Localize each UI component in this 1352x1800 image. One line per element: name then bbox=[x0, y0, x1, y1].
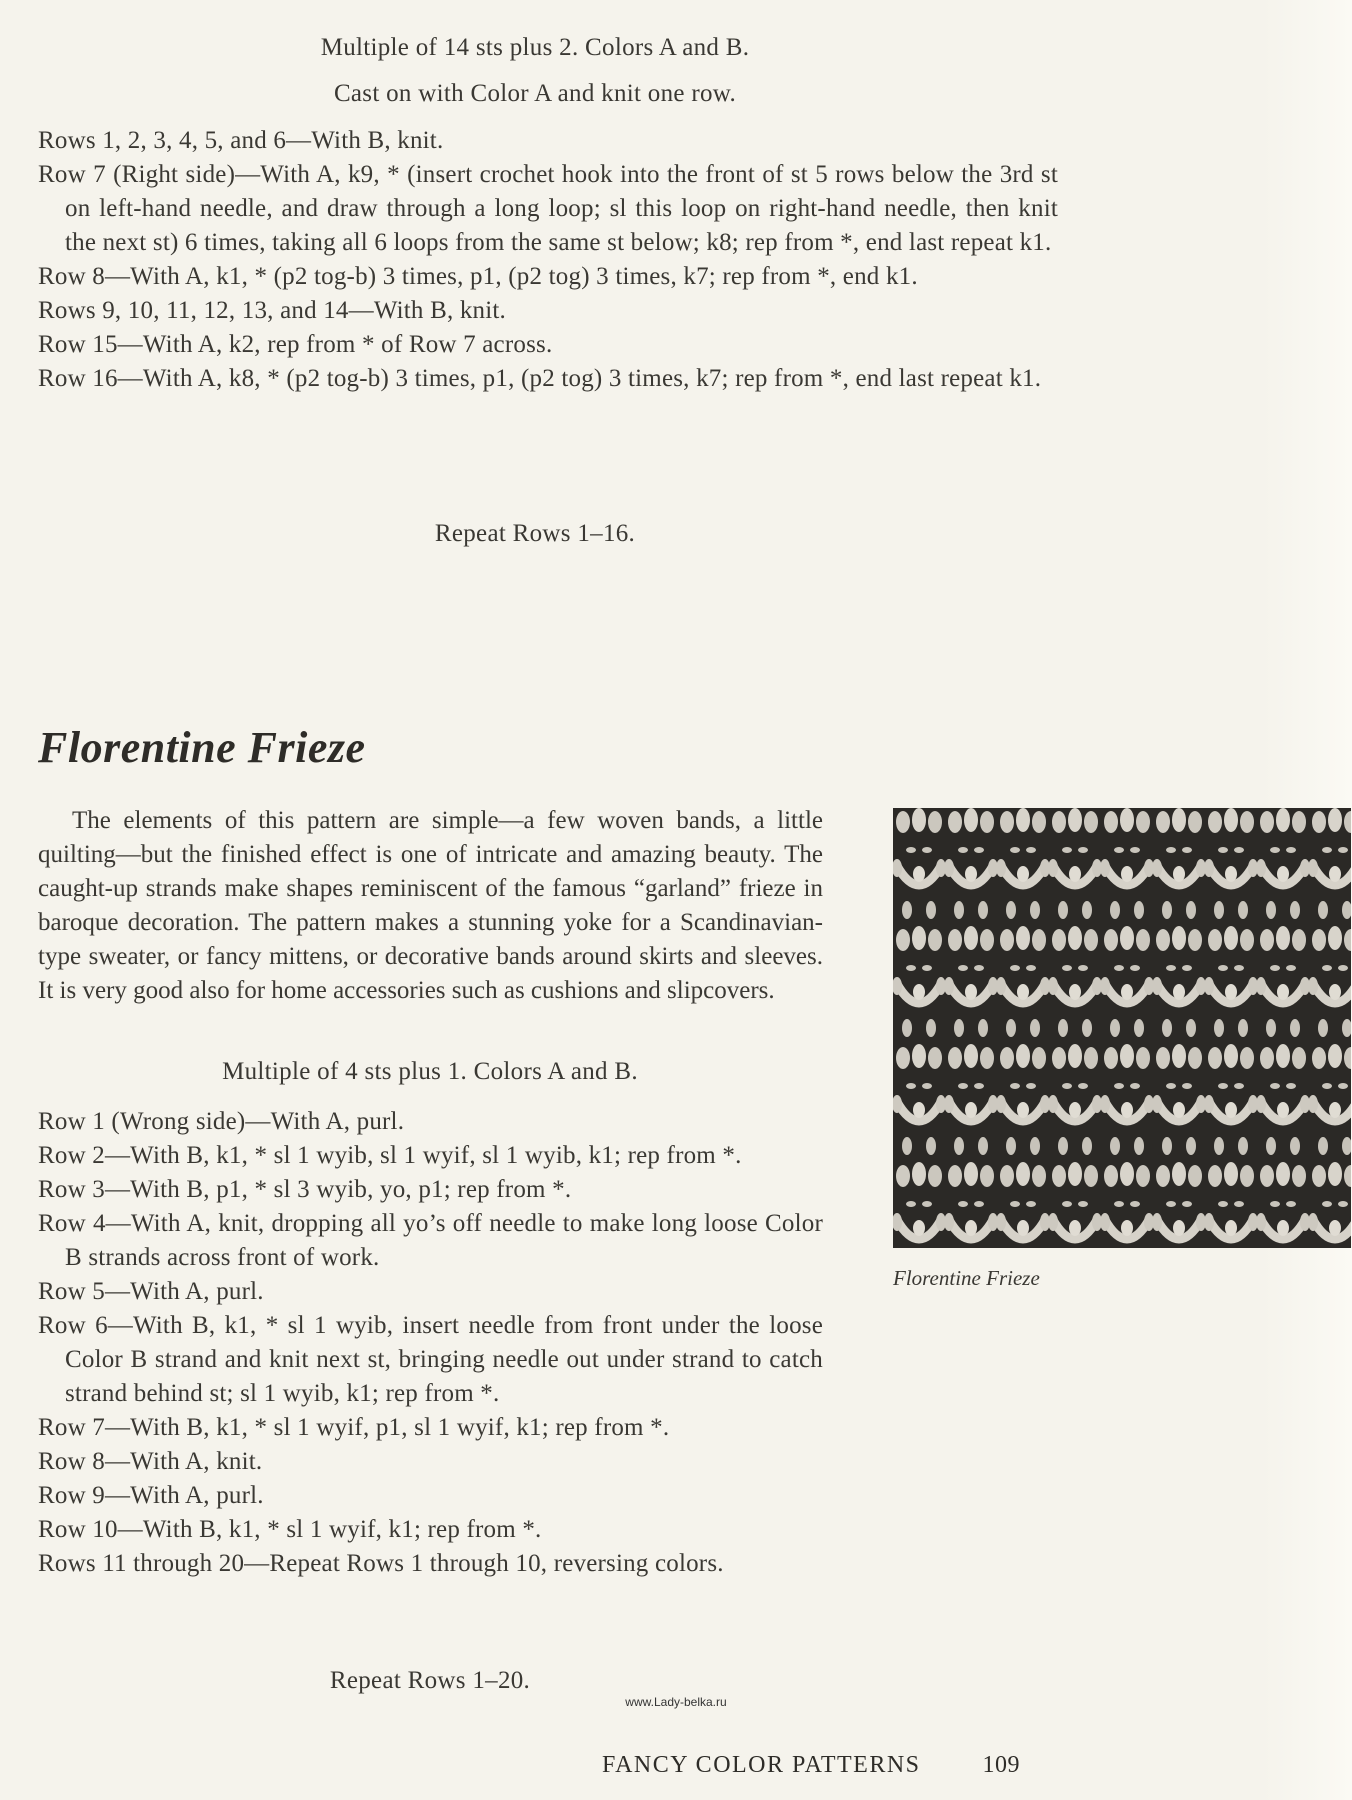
top-cast-on-line: Cast on with Color A and knit one row. bbox=[333, 80, 737, 107]
fr-row-6: Row 6—With B, k1, * sl 1 wyib, insert needle from front under the loose Color B strand and knit next st, bringing needle out under strand to catch strand behind st; sl 1 wyib, k1; rep from *. bbox=[38, 1312, 823, 1407]
knit-swatch-photo bbox=[893, 808, 1351, 1248]
florentine-rows-block bbox=[38, 1105, 823, 1581]
top-repeat-line: Repeat Rows 1–16. bbox=[434, 520, 636, 547]
fr-row-3: Row 3—With B, p1, * sl 3 wyib, yo, p1; rep from *. bbox=[38, 1176, 572, 1203]
fr-row-11-20: Rows 11 through 20—Repeat Rows 1 through 10, reversing colors. bbox=[38, 1550, 724, 1577]
top-row-7: Row 7 (Right side)—With A, k9, * (insert crochet hook into the front of st 5 rows below the 3rd st on left-hand needle, and draw through a long loop; sl this loop on right-hand needle, then knit the next st) 6 times, taking all 6 loops from the same st below; k8; rep from *, end last repeat k1. bbox=[38, 161, 1058, 256]
top-row-16: Row 16—With A, k8, * (p2 tog-b) 3 times, p1, (p2 tog) 3 times, k7; rep from *, end last repeat k1. bbox=[38, 365, 1042, 392]
fr-row-7: Row 7—With B, k1, * sl 1 wyif, p1, sl 1 wyif, k1; rep from *. bbox=[38, 1414, 670, 1441]
watermark-url: www.Lady-belka.ru bbox=[625, 1695, 727, 1709]
top-row-8: Row 8—With A, k1, * (p2 tog-b) 3 times, p1, (p2 tog) 3 times, k7; rep from *, end k1. bbox=[38, 263, 918, 290]
intro-paragraph: The elements of this pattern are simple—a few woven bands, a little quilting—but the finished effect is one of intricate and amazing beauty. The caught-up strands make shapes reminiscent of the famous “garland” frieze in baroque decoration. The pattern makes a stunning yoke for a Scandinavian-type sweater, or fancy mittens, or decorative bands around skirts and sleeves. It is very good also for home accessories such as cushions and slipcovers. bbox=[38, 807, 823, 1004]
swatch-caption: Florentine Frieze bbox=[893, 1266, 1040, 1290]
section-title: Florentine Frieze bbox=[38, 723, 366, 772]
page-footer bbox=[602, 1752, 1020, 1779]
top-row-9: Rows 9, 10, 11, 12, 13, and 14—With B, knit. bbox=[38, 297, 506, 324]
fr-row-2: Row 2—With B, k1, * sl 1 wyib, sl 1 wyif, sl 1 wyib, k1; rep from *. bbox=[38, 1142, 742, 1169]
page-number: 109 bbox=[982, 1752, 1021, 1778]
footer-section-title: FANCY COLOR PATTERNS bbox=[602, 1752, 921, 1778]
fr-row-8: Row 8—With A, knit. bbox=[38, 1448, 263, 1475]
fr-row-10: Row 10—With B, k1, * sl 1 wyif, k1; rep from *. bbox=[38, 1516, 542, 1543]
fr-row-4: Row 4—With A, knit, dropping all yo’s off needle to make long loose Color B strands across front of work. bbox=[38, 1210, 823, 1271]
top-row-1: Rows 1, 2, 3, 4, 5, and 6—With B, knit. bbox=[38, 127, 444, 154]
fr-row-9: Row 9—With A, purl. bbox=[38, 1482, 264, 1509]
fr-row-1: Row 1 (Wrong side)—With A, purl. bbox=[38, 1108, 405, 1135]
top-multiple-line: Multiple of 14 sts plus 2. Colors A and B. bbox=[320, 34, 750, 61]
florentine-multiple-line: Multiple of 4 sts plus 1. Colors A and B. bbox=[222, 1058, 638, 1085]
top-rows-block bbox=[38, 124, 1058, 396]
fr-row-5: Row 5—With A, purl. bbox=[38, 1278, 264, 1305]
top-row-15: Row 15—With A, k2, rep from * of Row 7 across. bbox=[38, 331, 553, 358]
florentine-repeat-line: Repeat Rows 1–20. bbox=[329, 1667, 531, 1694]
